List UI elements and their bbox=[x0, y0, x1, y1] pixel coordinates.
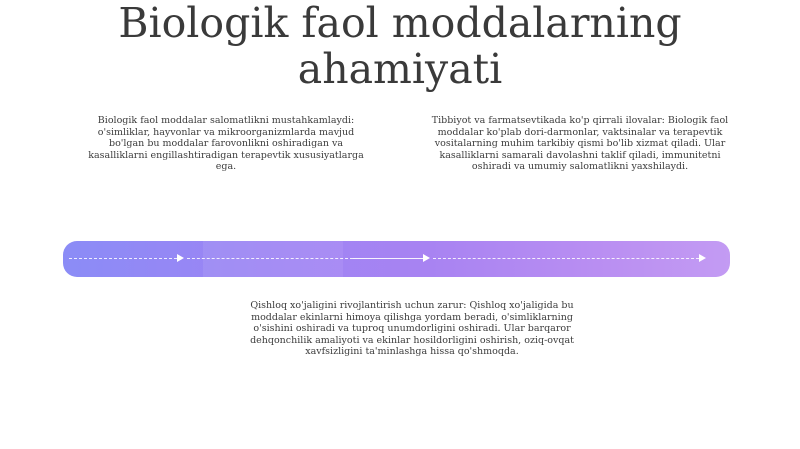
page-title-line-1: Biologik faol moddalarning bbox=[118, 0, 682, 47]
timeline-dashed-line bbox=[187, 258, 353, 259]
timeline-dashed-line bbox=[69, 258, 177, 259]
page-title bbox=[0, 0, 800, 92]
arrow-right-icon bbox=[699, 254, 706, 262]
arrow-right-icon bbox=[177, 254, 184, 262]
timeline-segment bbox=[203, 241, 343, 277]
section-medicine-text: Tibbiyot va farmatsevtikada ko'p qirrali ilovalar: Biologik faol moddalar ko'plab dori-darmonlar, vaktsinalar va terapevtik vositalarning muhim tarkibiy qismi bo'lib xizmat qiladi. Ular kasalliklarni samarali davolashni taklif qiladi, immunitetni oshiradi va umumiy salomatlikni yaxshilaydi. bbox=[431, 115, 729, 172]
timeline-solid-line bbox=[353, 258, 423, 259]
page-title-line-2: ahamiyati bbox=[297, 45, 503, 93]
arrow-right-icon bbox=[423, 254, 430, 262]
timeline-bar bbox=[63, 241, 730, 277]
section-health-text: Biologik faol moddalar salomatlikni mustahkamlaydi: o'simliklar, hayvonlar va mikroorganizmlarda mavjud bo'lgan bu moddalar farovonlikni oshiradigan va kasalliklarni engillashtiradigan terapevtik xususiyatlarga ega. bbox=[88, 115, 364, 172]
timeline-dashed-line bbox=[433, 258, 699, 259]
section-agriculture-text: Qishloq xo'jaligini rivojlantirish uchun zarur: Qishloq xo'jaligida bu moddalar ekinlarni himoya qilishga yordam beradi, o'simliklarning o'sishini oshiradi va tuproq unumdorligini oshiradi. Ular barqaror dehqonchilik amaliyoti va ekinlar hosildorligini oshirish, oziq-ovqat xavfsizligini ta'minlashga hissa qo'shmoqda. bbox=[250, 300, 574, 357]
